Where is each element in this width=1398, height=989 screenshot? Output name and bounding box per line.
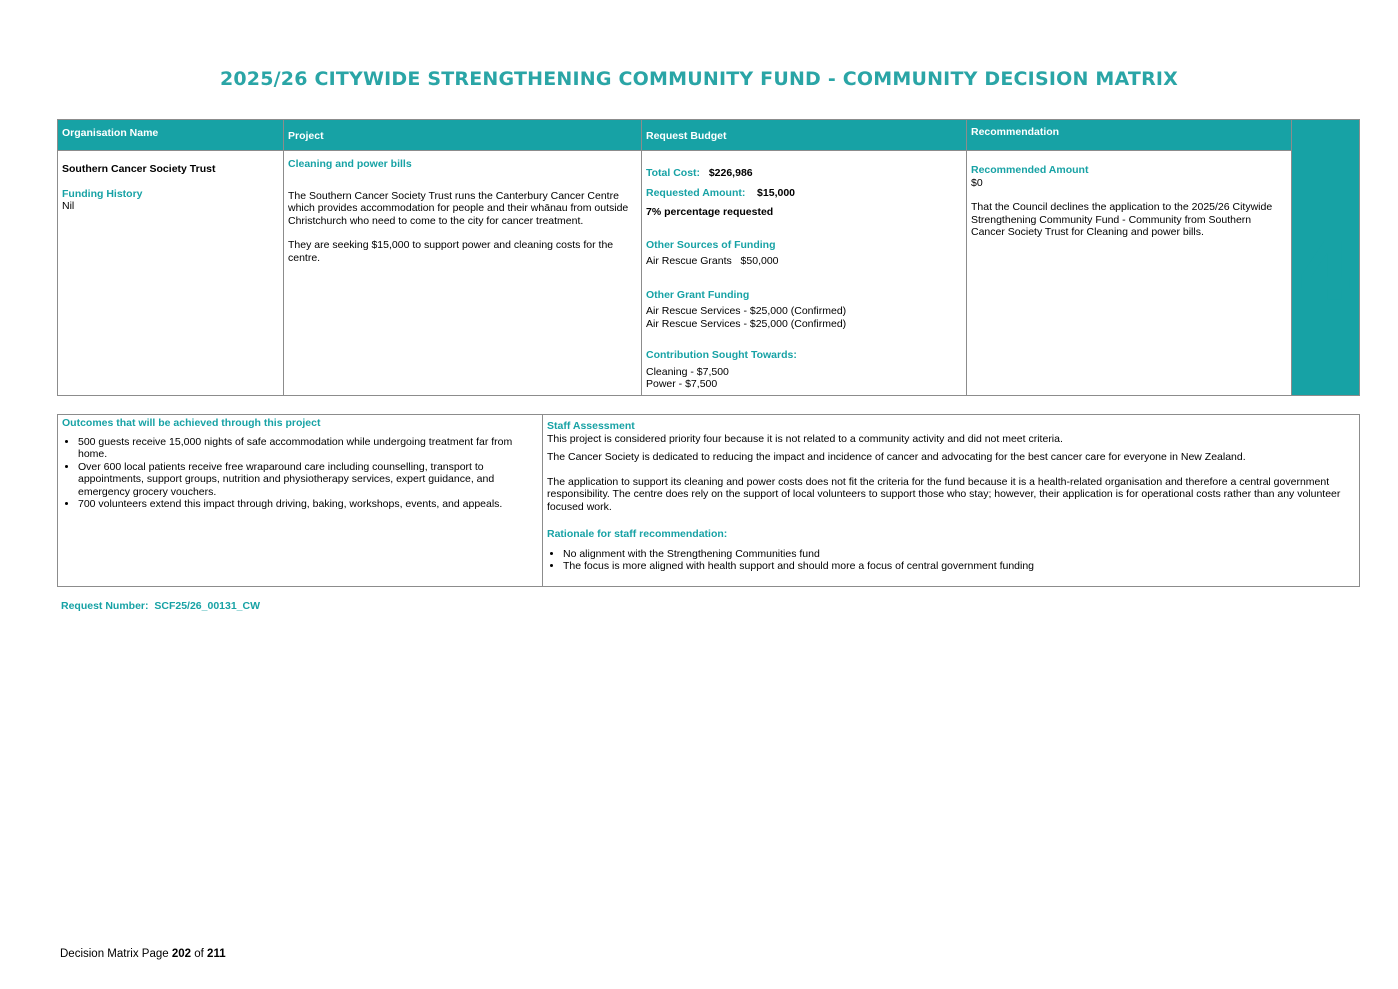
request-number-label: Request Number: — [61, 600, 149, 612]
funding-history-label: Funding History — [62, 187, 143, 200]
recommendation-cell — [967, 151, 1292, 396]
other-grant-1: Air Rescue Services - $25,000 (Confirmed) — [646, 305, 847, 317]
budget-cell — [642, 151, 967, 396]
request-number-value: SCF25/26_00131_CW — [154, 600, 261, 612]
footer-prefix: Decision Matrix Page — [60, 948, 169, 960]
footer-total: 211 — [207, 948, 226, 960]
recommended-amount-label: Recommended Amount — [971, 164, 1089, 176]
staff-assessment-cell — [543, 415, 1360, 587]
list-item: • 700 volunteers extend this impact through driving, baking, workshops, events, and appeals. — [78, 498, 538, 511]
outcomes-cell — [58, 415, 543, 587]
priority-cell — [1292, 120, 1360, 396]
recommended-amount-value: $0 — [971, 176, 983, 189]
other-sources-label: Other Sources of Funding — [646, 238, 776, 251]
header-budget — [642, 120, 967, 151]
contribution-2: Power - $7,500 — [646, 378, 718, 390]
header-org-label: Organisation Name — [62, 127, 159, 139]
staff-assessment-label: Staff Assessment — [547, 420, 635, 432]
project-description: The Southern Cancer Society Trust runs the Canterbury Cancer Centre which provides accommodation for people and their whānau from outside Christchurch who need to come to the city for cancer treatment. — [288, 189, 629, 227]
other-grant-label: Other Grant Funding — [646, 288, 750, 301]
list-item: • The focus is more aligned with health support and should more a focus of central government funding — [563, 560, 1355, 573]
header-project-label: Project — [288, 130, 324, 142]
header-recommendation-label: Recommendation — [971, 126, 1060, 138]
org-cell — [58, 151, 284, 396]
outcomes-label: Outcomes that will be achieved through this project — [62, 417, 321, 429]
rationale-list — [547, 548, 1355, 573]
total-cost-label: Total Cost: — [646, 167, 701, 179]
project-seeking: They are seeking $15,000 to support power and cleaning costs for the centre. — [288, 239, 614, 264]
assessment-p1: This project is considered priority four because it is not related to a community activity and did not meet criteria. — [547, 432, 1063, 445]
assessment-p3: The application to support its cleaning and power costs does not fit the criteria for the fund because it is a health-related organisation and therefore a central government responsibility. The centre does rely on the support of local volunteers to support those who stay; however, their application is for operational costs rather than any volunteer focused work. — [547, 475, 1341, 513]
list-item: • No alignment with the Strengthening Communities fund — [563, 548, 1355, 561]
other-sources-value: $50,000 — [740, 255, 779, 267]
project-cell — [284, 151, 642, 396]
priority-number: 4 — [1297, 225, 1354, 319]
footer-of: of — [194, 948, 204, 960]
header-recommendation — [967, 120, 1292, 151]
request-number — [61, 600, 260, 612]
recommendation-text: That the Council declines the application to the 2025/26 Citywide Strengthening Community Fund - Community from Southern Cancer Society Trust for Cleaning and power bills. — [971, 201, 1273, 238]
percentage-requested: 7% percentage requested — [646, 206, 774, 218]
list-item: • Over 600 local patients receive free wraparound care including counselling, transport to appointments, support groups, nutrition and physiotherapy services, expert guidance, and emergency grocery vouchers. — [78, 461, 538, 499]
rationale-label: Rationale for staff recommendation: — [547, 528, 728, 540]
funding-history-value: Nil — [62, 200, 75, 212]
decision-table — [57, 119, 1360, 396]
outcomes-list — [62, 436, 538, 511]
other-grant-2: Air Rescue Services - $25,000 (Confirmed) — [646, 317, 847, 330]
contribution-1: Cleaning - $7,500 — [646, 365, 729, 378]
assessment-table — [57, 414, 1360, 587]
header-budget-label: Request Budget — [646, 130, 727, 142]
header-project — [284, 120, 642, 151]
assessment-p2: The Cancer Society is dedicated to reducing the impact and incidence of cancer and advocating for the best cancer care for everyone in New Zealand. — [547, 451, 1246, 463]
contribution-label: Contribution Sought Towards: — [646, 349, 797, 361]
page-title: 2025/26 CITYWIDE STRENGTHENING COMMUNITY FUND - COMMUNITY DECISION MATRIX — [219, 68, 1179, 90]
list-item: • 500 guests receive 15,000 nights of safe accommodation while undergoing treatment far from home. — [78, 436, 538, 461]
other-sources-name: Air Rescue Grants — [646, 255, 732, 267]
page-footer — [60, 948, 226, 960]
footer-page: 202 — [171, 948, 192, 960]
requested-value: $15,000 — [757, 186, 796, 199]
header-org — [58, 120, 284, 151]
total-cost-value: $226,986 — [708, 167, 753, 179]
org-name: Southern Cancer Society Trust — [62, 163, 216, 175]
requested-label: Requested Amount: — [646, 186, 746, 199]
project-title: Cleaning and power bills — [288, 158, 412, 170]
